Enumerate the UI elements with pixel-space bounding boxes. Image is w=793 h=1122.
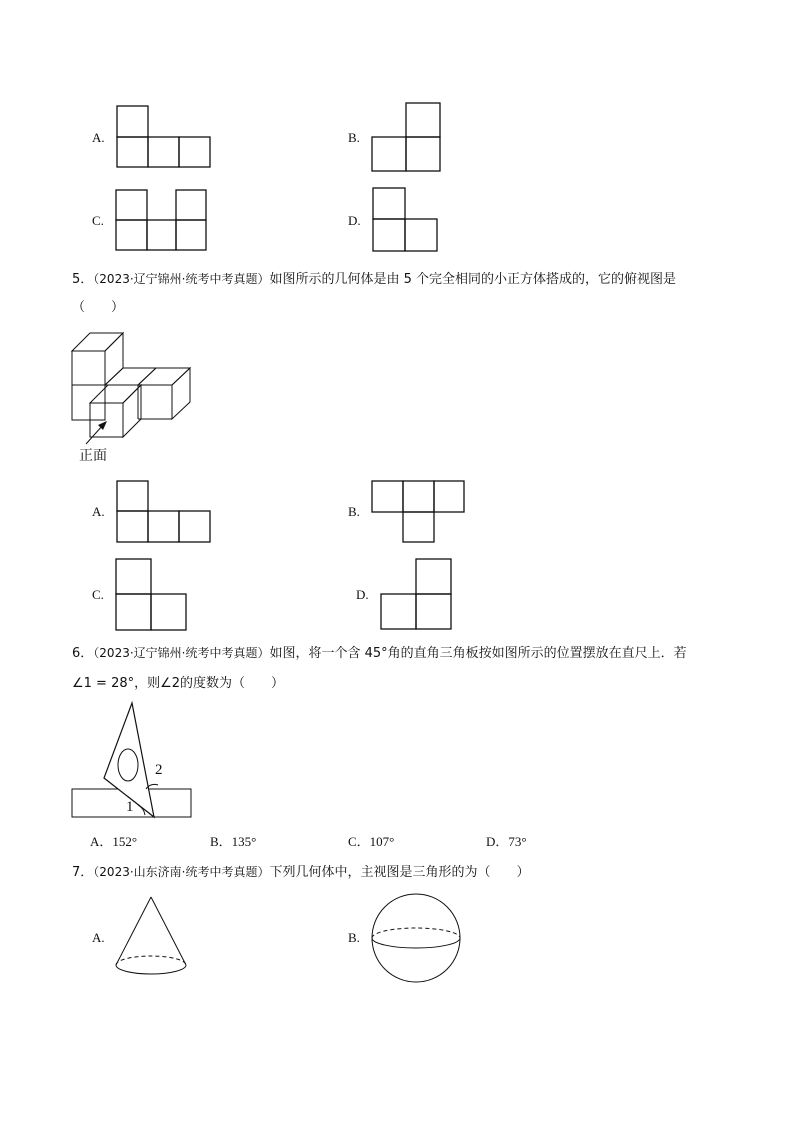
q4-option-d-label[interactable]: D. <box>348 213 361 228</box>
q5-number: 5 <box>72 272 81 287</box>
q5-option-a-label[interactable]: A. <box>92 504 105 519</box>
q5-option-d-label[interactable]: D. <box>356 587 369 602</box>
q7-source: （2023·山东济南·统考中考真题） <box>93 865 270 879</box>
q6-option-c-value: 107° <box>369 834 395 849</box>
q5-option-c-label[interactable]: C. <box>92 587 104 602</box>
q5-text: 如图所示的几何体是由 5 个完全相同的小正方体搭成的，它的俯视图是 <box>269 272 677 287</box>
q6-line2: ∠1 = 28°，则∠2的度数为（ ） <box>72 676 285 691</box>
q5-blank: （ ） <box>72 300 125 315</box>
q6-option-d-value: 73° <box>508 834 527 849</box>
q4-option-b-label[interactable]: B. <box>348 130 360 145</box>
q6-angle2-label: 2 <box>155 762 163 778</box>
q7-stem: 7．（2023·山东济南·统考中考真题）下列几何体中，主视图是三角形的为（ ） <box>72 865 530 880</box>
q6-number: 6 <box>72 646 81 661</box>
q6-source: （2023·辽宁锦州·统考中考真题） <box>93 646 270 660</box>
q6-option-a-value: 152° <box>112 834 138 849</box>
q7-text: 下列几何体中，主视图是三角形的为（ ） <box>269 865 530 880</box>
q7-number: 7 <box>72 865 81 880</box>
q6-option-a-letter: A． <box>90 834 113 849</box>
q5-source: （2023·辽宁锦州·统考中考真题） <box>93 272 270 286</box>
q5-option-b-label[interactable]: B. <box>348 504 360 519</box>
q5-front-label: 正面 <box>79 448 107 464</box>
q6-option-b-value: 135° <box>231 834 257 849</box>
q7-option-a-label[interactable]: A. <box>92 930 105 945</box>
q4-option-c-label[interactable]: C. <box>92 213 104 228</box>
q6-option-b-letter: B． <box>210 834 232 849</box>
q5-stem: 5．（2023·辽宁锦州·统考中考真题）如图所示的几何体是由 5 个完全相同的小正方体搭成的，它的俯视图是 <box>72 272 677 287</box>
q6-angle1-label: 1 <box>126 799 134 815</box>
q4-option-a-label[interactable]: A. <box>92 130 105 145</box>
q6-text: 如图，将一个含 45°角的直角三角板按如图所示的位置摆放在直尺上．若 <box>269 646 687 661</box>
q6-option-d-letter: D． <box>486 834 509 849</box>
q6-option-c-letter: C． <box>348 834 370 849</box>
q6-stem: 6．（2023·辽宁锦州·统考中考真题）如图，将一个含 45°角的直角三角板按如图所示的位置摆放在直尺上．若 <box>72 646 687 661</box>
q7-option-b-label[interactable]: B. <box>348 930 360 945</box>
